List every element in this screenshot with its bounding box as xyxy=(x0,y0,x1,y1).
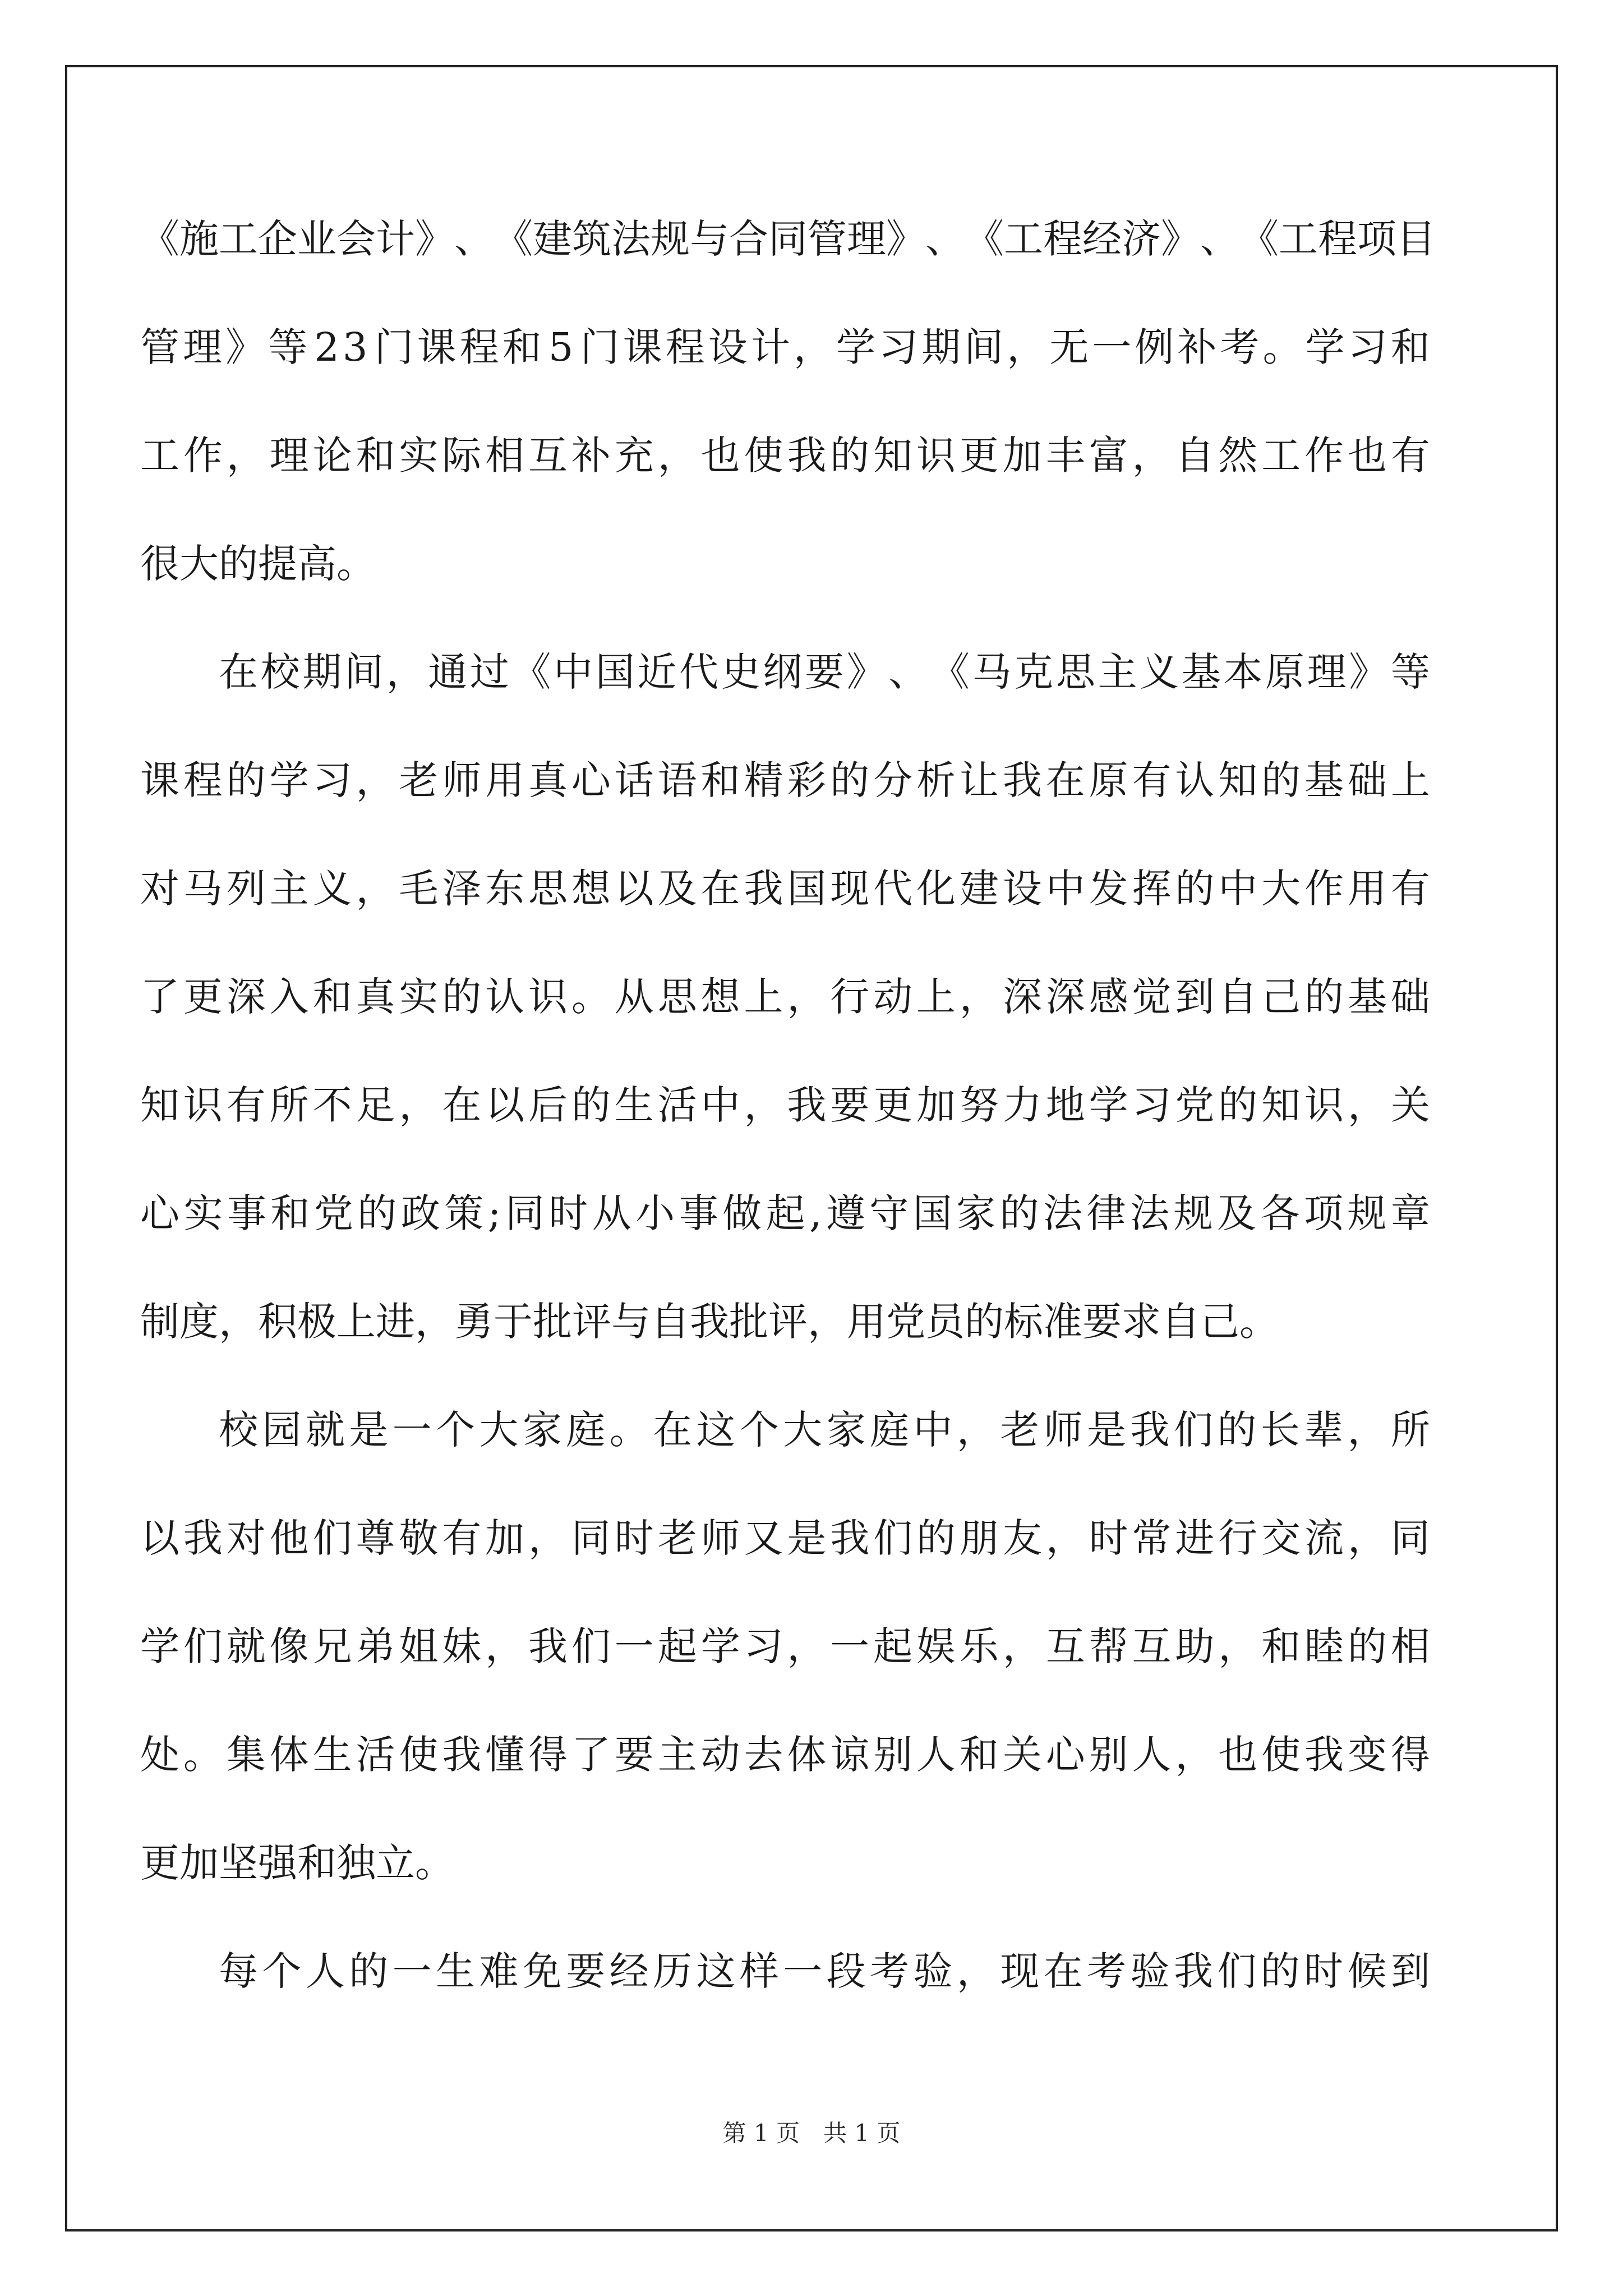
text-line: 在 校 期 间 ， 通 过 《 中 国 近 代 史 纲 要 》 、 《 马 克 思 主 义 基 本 原 理 》 等 xyxy=(219,649,1430,695)
text-line: 处 。 集 体 生 活 使 我 懂 得 了 要 主 动 去 体 谅 别 人 和 关 心 别 人 ， 也 使 我 变 得 xyxy=(140,1732,1430,1778)
text-line: 知 识 有 所 不 足 ， 在 以 后 的 生 活 中 ， 我 要 更 加 努 力 地 学 习 党 的 知 识 ， 关 xyxy=(140,1082,1430,1128)
paragraph-1 xyxy=(140,185,1436,618)
paragraph-4 xyxy=(140,1917,1430,2026)
text-line: 以 我 对 他 们 尊 敬 有 加 ， 同 时 老 师 又 是 我 们 的 朋 友 ， 时 常 进 行 交 流 ， 同 xyxy=(140,1515,1430,1561)
paragraph-3 xyxy=(140,1376,1430,1917)
text-line: 学 们 就 像 兄 弟 姐 妹 ， 我 们 一 起 学 习 ， 一 起 娱 乐 ， 互 帮 互 助 ， 和 睦 的 相 xyxy=(140,1623,1430,1669)
text-line: 很大的提高。 xyxy=(140,541,376,587)
paragraph-2 xyxy=(140,618,1430,1376)
text-line: 课 程 的 学 习 ， 老 师 用 真 心 话 语 和 精 彩 的 分 析 让 我 在 原 有 认 知 的 基 础 上 xyxy=(140,757,1430,803)
document-body xyxy=(140,185,1436,2026)
text-line: 校 园 就 是 一 个 大 家 庭 。 在 这 个 大 家 庭 中 ， 老 师 是 我 们 的 长 辈 ， 所 xyxy=(219,1407,1430,1453)
text-line: 每 个 人 的 一 生 难 免 要 经 历 这 样 一 段 考 验 ， 现 在 考 验 我 们 的 时 候 到 xyxy=(219,1948,1430,1994)
text-line: 对 马 列 主 义 ， 毛 泽 东 思 想 以 及 在 我 国 现 代 化 建 设 中 发 挥 的 中 大 作 用 有 xyxy=(140,866,1430,912)
text-line: 更加坚强和独立。 xyxy=(140,1840,454,1886)
text-line: 工 作 ， 理 论 和 实 际 相 互 补 充 ， 也 使 我 的 知 识 更 加 丰 富 ， 自 然 工 作 也 有 xyxy=(140,432,1430,478)
text-line: 制度，积极上进，勇于批评与自我批评，用党员的标准要求自己。 xyxy=(140,1299,1279,1345)
text-line: 心 实 事 和 党 的 政 策 ; 同 时 从 小 事 做 起 , 遵 守 国 家 的 法 律 法 规 及 各 项 规 章 xyxy=(140,1190,1430,1236)
text-line: 管 理 》 等 2 3 门 课 程 和 5 门 课 程 设 计 ， 学 习 期 间 ， 无 一 例 补 考 。 学 习 和 xyxy=(140,324,1430,370)
page-number-footer: 第 1 页 共 1 页 xyxy=(722,2119,901,2147)
text-line: 《 施 工 企 业 会 计 》 、 《 建 筑 法 规 与 合 同 管 理 》 、 《 工 程 经 济 》 、 《 工 程 项 目 xyxy=(140,216,1436,262)
text-line: 了 更 深 入 和 真 实 的 认 识 。 从 思 想 上 ， 行 动 上 ， 深 深 感 觉 到 自 己 的 基 础 xyxy=(140,974,1430,1020)
